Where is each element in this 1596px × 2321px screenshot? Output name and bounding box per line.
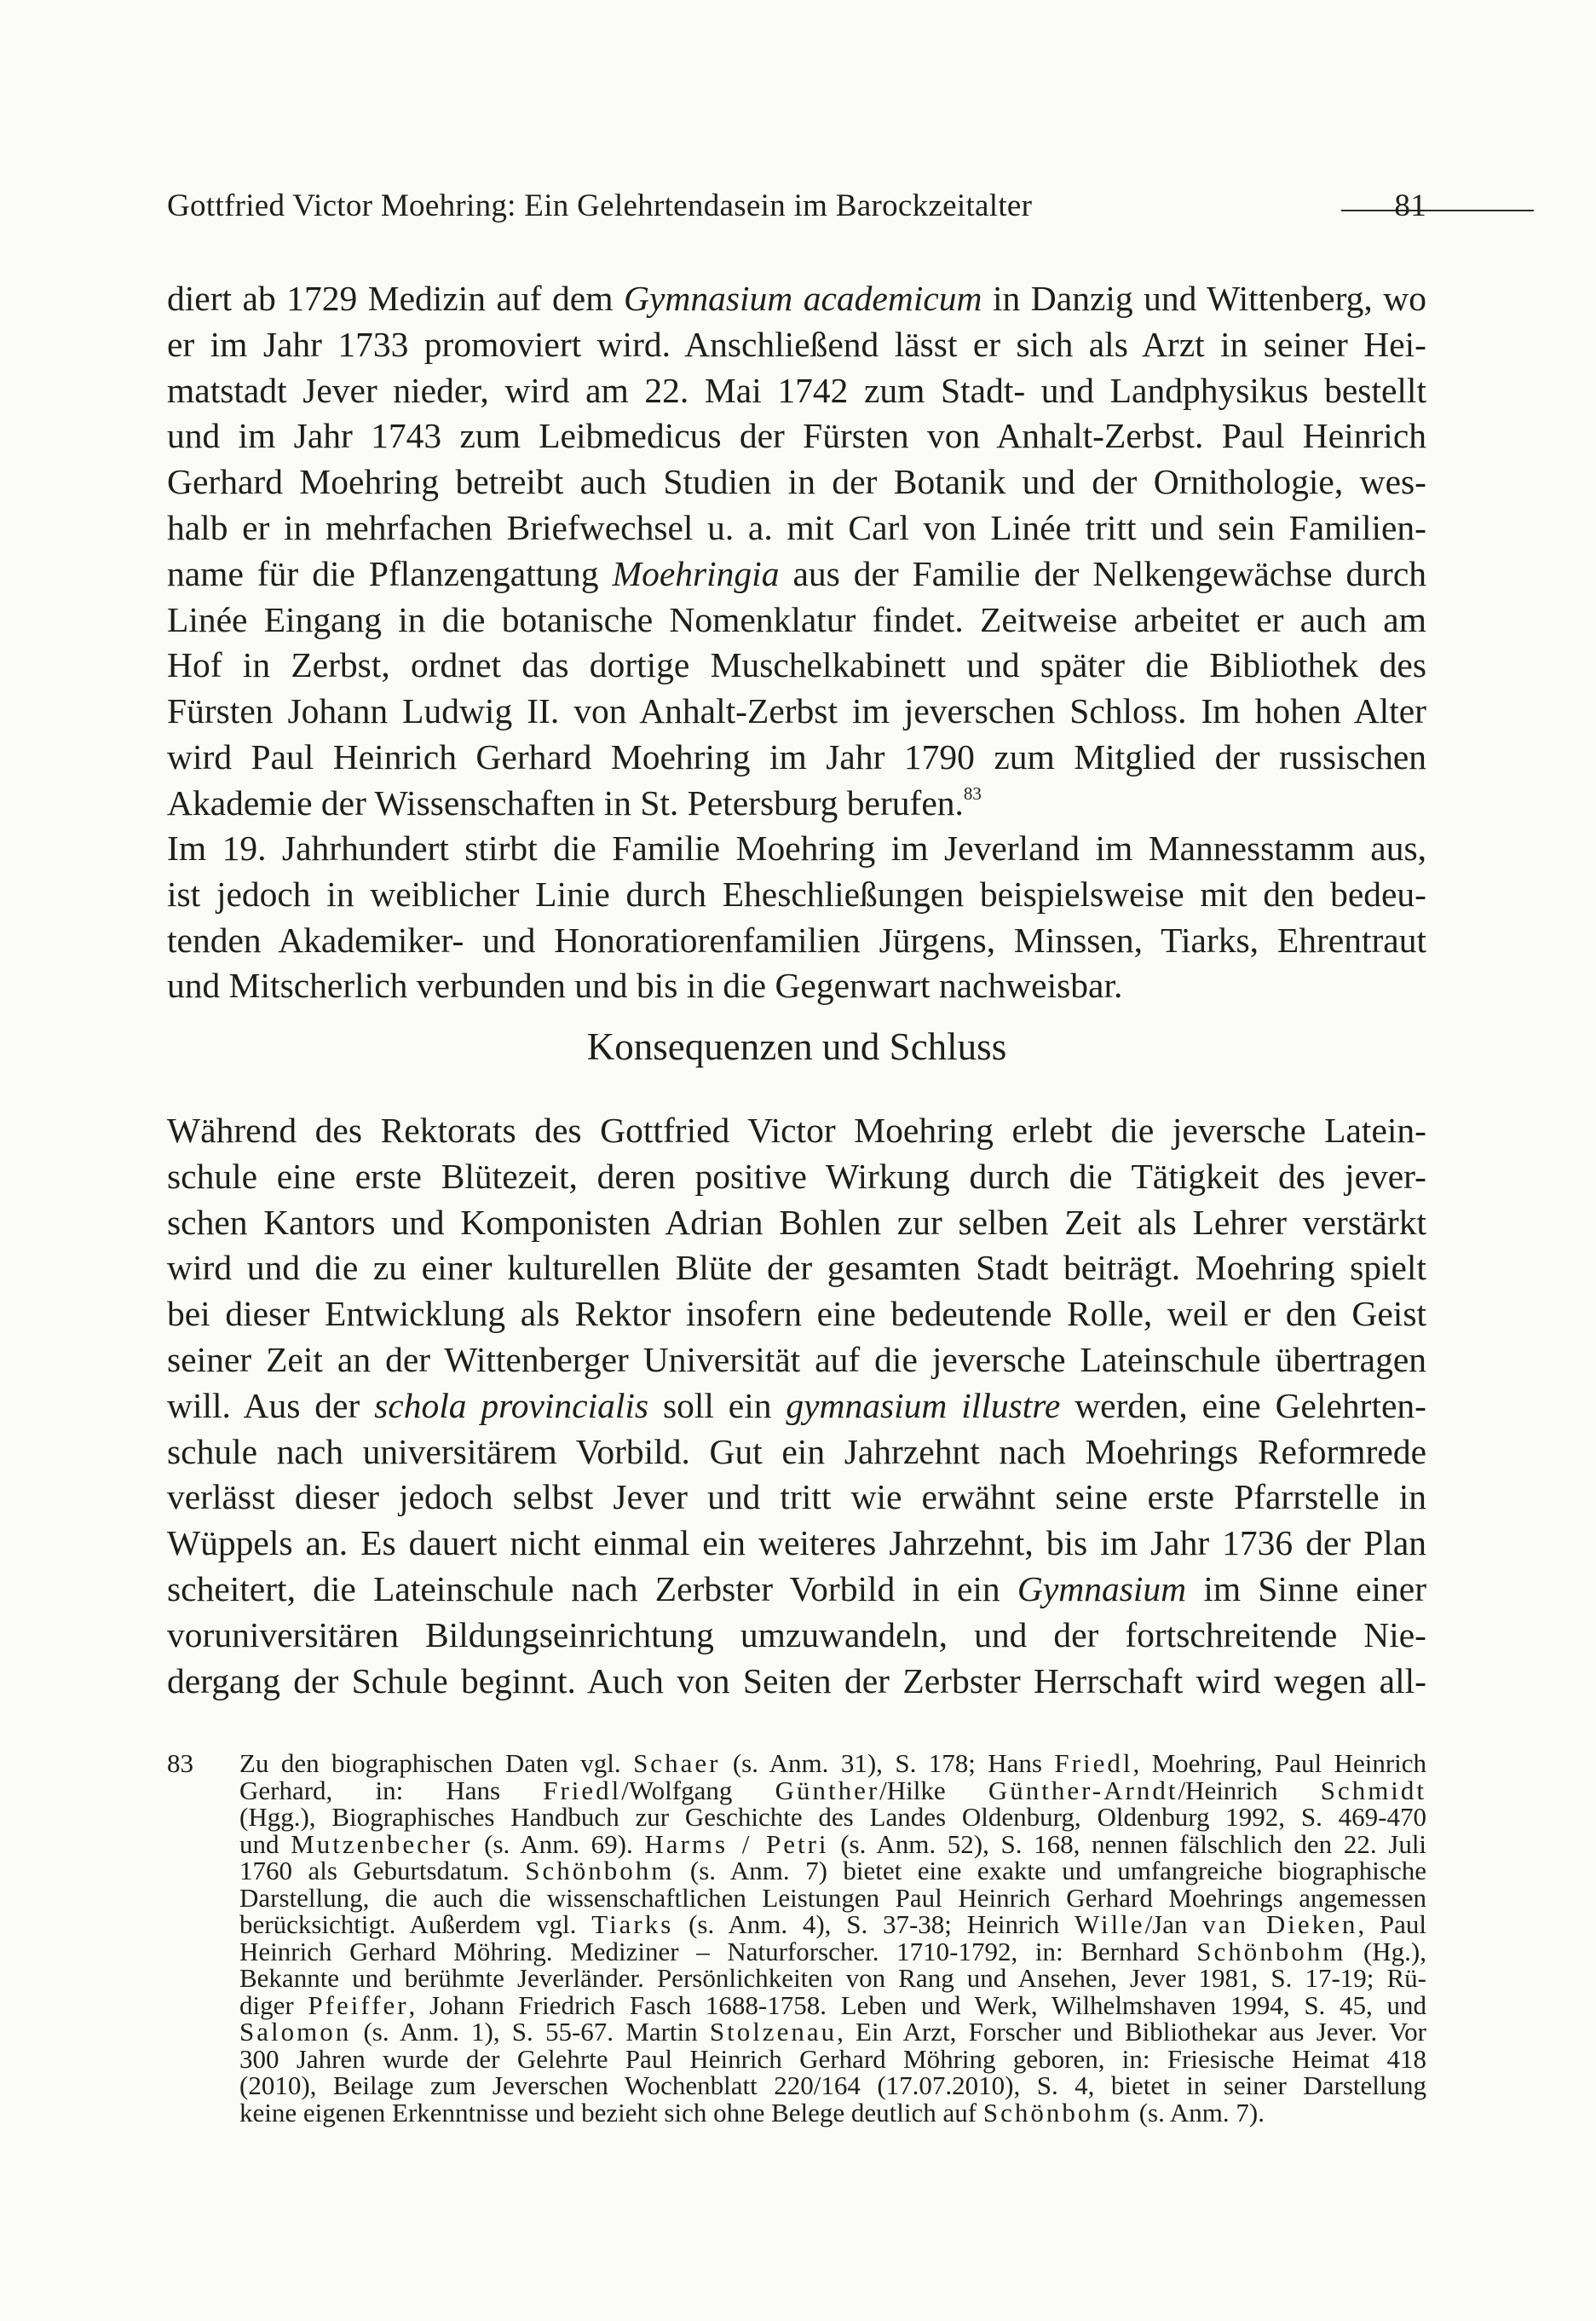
running-title: Gottfried Victor Moehring: Ein Gelehrtendasein im Barockzeitalter [167,188,1033,223]
footnote-line: Bekannte und berühmte Jeverländer. Persönlichkeiten von Rang und Ansehen, Jever 1981, S. 17-19; Rü- [239,1963,1426,1993]
text-line: schule eine erste Blütezeit, deren positive Wirkung durch die Tätigkeit des jever- [167,1156,1426,1196]
author-name: Friedl [543,1775,622,1805]
text-line: Im 19. Jahrhundert stirbt die Familie Moehring im Jeverland im Mannesstamm aus, [167,829,1426,868]
author-name: Schmidt [1320,1775,1427,1805]
paragraph-biography [167,276,1426,827]
author-name: Tiarks [591,1909,674,1939]
footnote-line: Heinrich Gerhard Möhring. Mediziner – Naturforscher. 1710-1792, in: Bernhard Schönbohm (Hg.), [239,1936,1427,1966]
text-line: Linée Eingang in die botanische Nomenklatur findet. Zeitweise arbeitet er auch am [167,599,1426,639]
footnote-line: berücksichtigt. Außerdem vgl. Tiarks (s. Anm. 4), S. 37-38; Heinrich Wille/Jan van Dieken, Paul [239,1909,1426,1939]
text-line: Fürsten Johann Ludwig II. von Anhalt-Zerbst im jeverschen Schloss. Im hohen Alter [167,691,1426,731]
text-line: matstadt Jever nieder, wird am 22. Mai 1742 zum Stadt- und Landphysikus bestellt [167,370,1426,410]
text-line: diert ab 1729 Medizin auf dem Gymnasium academicum in Danzig und Wittenberg, wo [167,279,1427,318]
author-name: Günther [775,1775,880,1805]
footnote-line: Zu den biographischen Daten vgl. Schaer (s. Anm. 31), S. 178; Hans Friedl, Moehring, Paul Heinrich [239,1748,1427,1778]
text-line: dergang der Schule beginnt. Auch von Seiten der Zerbster Herrschaft wird wegen all- [167,1660,1426,1700]
text-line: schule nach universitärem Vorbild. Gut ein Jahrzehnt nach Moehrings Reformrede [167,1431,1426,1471]
italic-term: Moehringia [612,553,780,593]
footnote-line: und Mutzenbecher (s. Anm. 69). Harms / Petri (s. Anm. 52), S. 168, nennen fälschlich den 22. Juli [239,1828,1427,1859]
text-line: voruniversitären Bildungseinrichtung umzuwandeln, und der fortschreitende Nie- [167,1614,1426,1654]
footnote-line: Darstellung, die auch die wissenschaftlichen Leistungen Paul Heinrich Gerhard Moehrings angemessen [239,1882,1426,1913]
text-line: wird Paul Heinrich Gerhard Moehring im Jahr 1790 zum Mitglied der russischen [167,736,1426,777]
footnote-reference: 83 [963,782,982,804]
text-line: ist jedoch in weiblicher Linie durch Eheschließungen beispielsweise mit den bedeu- [167,874,1426,914]
text-line: tenden Akademiker- und Honoratiorenfamilien Jürgens, Minssen, Tiarks, Ehrentraut [167,920,1426,960]
footnote-line: 1760 als Geburtsdatum. Schönbohm (s. Anm. 7) bietet eine exakte und umfangreiche biographische [239,1856,1427,1885]
author-name: Schönbohm [982,2097,1132,2128]
text-line: Während des Rektorats des Gottfried Victor Moehring erlebt die jeversche Latein- [167,1111,1426,1150]
author-name: Harms / Petri [644,1828,829,1859]
footnote-line: (2010), Beilage zum Jeverschen Wochenblatt 220/164 (17.07.2010), S. 4, bietet in seiner Darstellung [239,2070,1426,2100]
italic-term: schola provincialis [374,1385,649,1425]
author-name: Schönbohm [1196,1936,1346,1966]
section-heading: Konsequenzen und Schluss [586,1025,1007,1068]
italic-term: gymnasium illustre [786,1385,1061,1425]
author-name: Günther-Arndt [988,1775,1178,1805]
italic-term: Gymnasium [1017,1568,1187,1608]
author-name: Wille [1074,1909,1145,1939]
header-rule [1341,210,1534,211]
author-name: Pfeiffer [308,1989,409,2020]
footnote-line: Salomon (s. Anm. 1), S. 55-67. Martin Stolzenau, Ein Arzt, Forscher und Bibliothekar aus Jever. Vor [239,2017,1426,2047]
text-line: verlässt dieser jedoch selbst Jever und tritt wie erwähnt seine erste Pfarrstelle in [167,1477,1426,1517]
author-name: Friedl [1054,1748,1133,1778]
author-name: Salomon [239,2017,352,2047]
text-line: seiner Zeit an der Wittenberger Universität auf die jeversche Lateinschule übertragen [167,1339,1426,1379]
text-line: Akademie der Wissenschaften in St. Petersburg berufen.$^{83}$ [167,782,982,823]
text-line: halb er in mehrfachen Briefwechsel u. a. mit Carl von Linée tritt und sein Familien- [167,507,1426,547]
text-line: bei dieser Entwicklung als Rektor insofern eine bedeutende Rolle, weil er den Geist [167,1294,1426,1334]
text-line: will. Aus der schola provincialis soll ein gymnasium illustre werden, eine Gelehrten- [167,1385,1426,1425]
footnote-line: diger Pfeiffer, Johann Friedrich Fasch 1688-1758. Leben und Werk, Wilhelmshaven 1994, S. 45, und [239,1989,1426,2020]
text-line: Hof in Zerbst, ordnet das dortige Muschelkabinett und später die Bibliothek des [167,645,1426,685]
footnote-line: (Hgg.), Biographisches Handbuch zur Geschichte des Landes Oldenburg, Oldenburg 1992, S. 469-470 [239,1802,1426,1832]
footnote-line: keine eigenen Erkenntnisse und bezieht sich ohne Belege deutlich auf Schönbohm (s. Anm. 7). [239,2097,1265,2128]
text-line: wird und die zu einer kulturellen Blüte der gesamten Stadt beiträgt. Moehring spielt [167,1248,1426,1288]
text-line: scheitert, die Lateinschule nach Zerbster Vorbild in ein Gymnasium im Sinne einer [167,1568,1427,1608]
author-name: Stolzenau [709,2017,838,2047]
paragraph-family [167,826,1426,1009]
footnote-line: 300 Jahren wurde der Gelehrte Paul Heinrich Gerhard Möhring geboren, in: Friesische Heimat 418 [239,2043,1426,2074]
page-number: 81 [1394,188,1426,223]
author-name: Schönbohm [525,1856,675,1885]
text-line: er im Jahr 1733 promoviert wird. Anschließend lässt er sich als Arzt in seiner Hei- [167,324,1426,364]
text-line: Wüppels an. Es dauert nicht einmal ein weiteres Jahrzehnt, bis im Jahr 1736 der Plan [167,1523,1426,1563]
text-line: Gerhard Moehring betreibt auch Studien in der Botanik und der Ornithologie, wes- [167,462,1426,502]
footnote-line: Gerhard, in: Hans Friedl/Wolfgang Günther/Hilke Günther-Arndt/Heinrich Schmidt [239,1775,1427,1805]
author-name: Mutzenbecher [291,1828,473,1859]
text-line: und Mitscherlich verbunden und bis in die Gegenwart nachweisbar. [167,966,1123,1006]
text-line: name für die Pflanzengattung Moehringia aus der Familie der Nelkengewächse durch [167,553,1426,593]
author-name: van Dieken [1202,1909,1358,1939]
footnote-number: 83 [167,1748,193,1778]
author-name: Schaer [633,1748,721,1778]
page-header [167,179,1426,234]
footnote-text [239,1750,1426,2126]
paragraph-conclusion [167,1108,1426,1704]
text-line: schen Kantors und Komponisten Adrian Bohlen zur selben Zeit als Lehrer verstärkt [167,1202,1426,1242]
italic-term: Gymnasium academicum [624,279,982,318]
text-line: und im Jahr 1743 zum Leibmedicus der Fürsten von Anhalt-Zerbst. Paul Heinrich [167,416,1426,456]
